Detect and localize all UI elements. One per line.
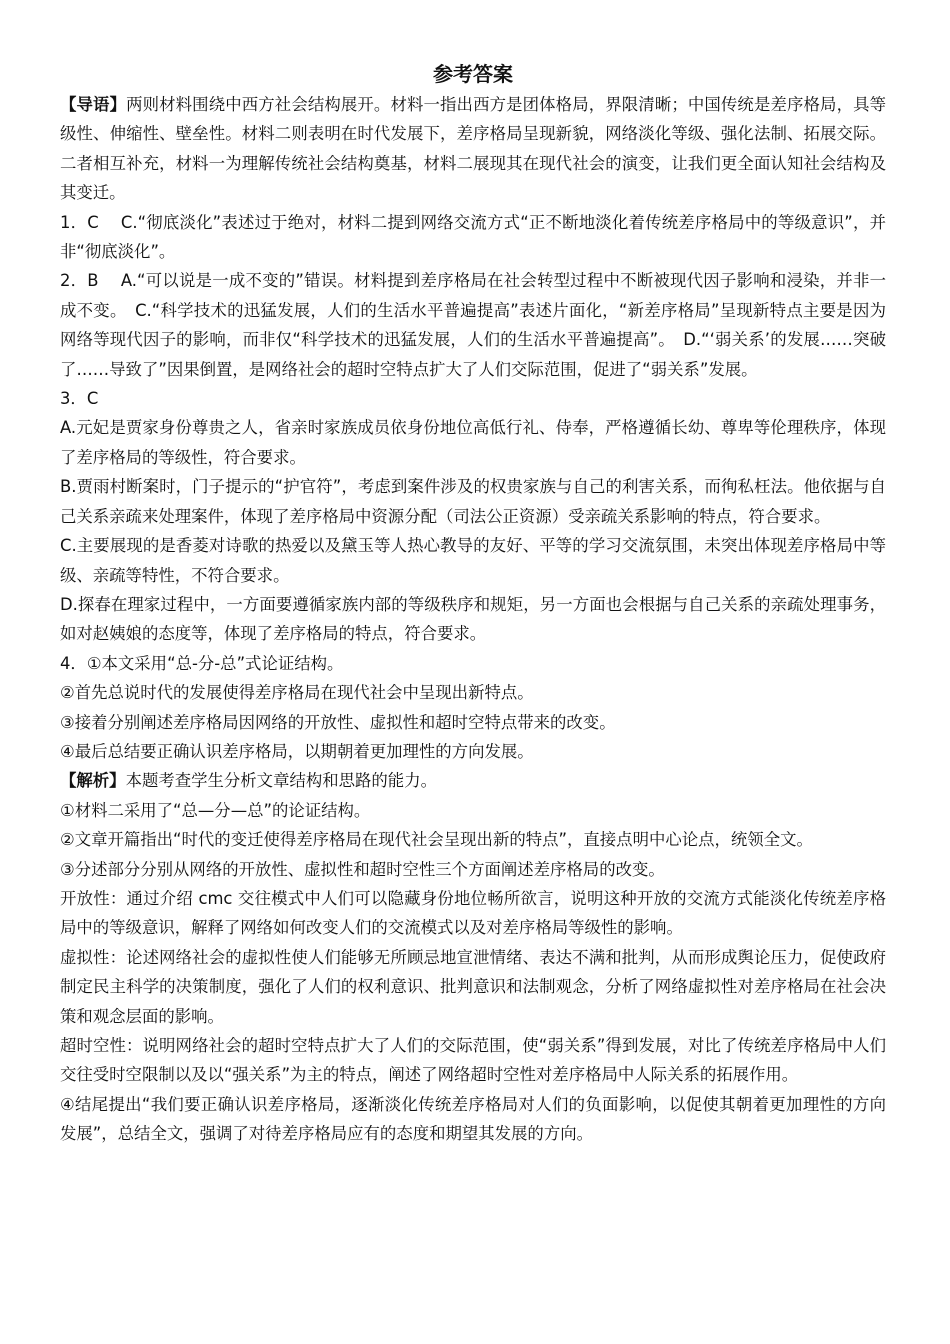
paragraph-text: 两则材料围绕中西方社会结构展开。材料一指出西方是团体格局，界限清晰；中国传统是差序格局，具等级性、伸缩性、壁垒性。材料二则表明在时代发展下，差序格局呈现新貌，网络淡化等级、强化法制、拓展交际。二者相互补充，材料一为理解传统社会结构奠基，材料二展现其在现代社会的演变，让我们更全面认知社会结构及其变迁。 <box>60 95 887 203</box>
answer-paragraph <box>60 649 886 678</box>
paragraph-text: 开放性：通过介绍 cmc 交往模式中人们可以隐藏身份地位畅所欲言，说明这种开放的交流方式能淡化传统差序格局中的等级意识，解释了网络如何改变人们的交流模式以及对差序格局等级性的影响。 <box>60 888 886 938</box>
answer-paragraph <box>60 208 886 267</box>
paragraph-text: 4．①本文采用“总-分-总”式论证结构。 <box>60 653 344 673</box>
paragraph-text: ①材料二采用了“总—分—总”的论证结构。 <box>60 800 371 820</box>
paragraph-text: 3．C <box>60 389 99 409</box>
paragraph-text: ③分述部分分别从网络的开放性、虚拟性和超时空性三个方面阐述差序格局的改变。 <box>60 859 665 879</box>
paragraph-text: ②文章开篇指出“时代的变迁使得差序格局在现代社会呈现出新的特点”，直接点明中心论点，统领全文。 <box>60 830 813 850</box>
paragraph-text: 2．B A.“可以说是一成不变的”错误。材料提到差序格局在社会转型过程中不断被现代因子影响和浸染，并非一成不变。 C.“科学技术的迅猛发展，人们的生活水平普遍提高”表述片面化，“新差序格局”呈现新特点主要是因为网络等现代因子的影响，而非仅“科学技术的迅猛发展，人们的生活水平普遍提高”。 D.“‘弱关系’的发展……突破了……导致了”因果倒置，是网络社会的超时空特点扩大了人们交际范围，促进了“弱关系”发展。 <box>60 271 886 379</box>
answer-paragraph <box>60 472 886 531</box>
paragraph-text: D.探春在理家过程中，一方面要遵循家族内部的等级秩序和规矩，另一方面也会根据与自己关系的亲疏处理事务，如对赵姨娘的态度等，体现了差序格局的特点，符合要求。 <box>60 594 886 644</box>
paragraph-text: B.贾雨村断案时，门子提示的“护官符”，考虑到案件涉及的权贵家族与自己的利害关系，而徇私枉法。他依据与自己关系亲疏来处理案件，体现了差序格局中资源分配（司法公正资源）受亲疏关系影响的特点，符合要求。 <box>60 477 886 526</box>
answer-content <box>60 90 886 1149</box>
answer-paragraph <box>60 855 886 884</box>
paragraph-text: 1．C C.“彻底淡化”表述过于绝对，材料二提到网络交流方式“正不断地淡化着传统差序格局中的等级意识”，并非“彻底淡化”。 <box>60 212 886 262</box>
answer-paragraph <box>60 531 886 590</box>
paragraph-text: ③接着分别阐述差序格局因网络的开放性、虚拟性和超时空特点带来的改变。 <box>60 712 616 732</box>
answer-paragraph <box>60 708 886 737</box>
answer-paragraph <box>60 590 886 649</box>
paragraph-text: ④结尾提出“我们要正确认识差序格局，逐渐淡化传统差序格局对人们的负面影响，以促使其朝着更加理性的方向发展”，总结全文，强调了对待差序格局应有的态度和期望其发展的方向。 <box>60 1094 886 1144</box>
answer-page <box>60 58 886 1149</box>
answer-paragraph <box>60 766 886 795</box>
answer-paragraph <box>60 796 886 825</box>
answer-paragraph <box>60 825 886 854</box>
answer-paragraph <box>60 90 886 208</box>
answer-paragraph <box>60 266 886 384</box>
section-label: 【导语】 <box>60 95 127 114</box>
answer-paragraph <box>60 943 886 1031</box>
section-label: 【解析】 <box>60 771 126 791</box>
answer-paragraph <box>60 678 886 707</box>
answer-paragraph <box>60 1090 886 1149</box>
paragraph-text: C.主要展现的是香菱对诗歌的热爱以及黛玉等人热心教导的友好、平等的学习交流氛围，未突出体现差序格局中等级、亲疏等特性，不符合要求。 <box>60 536 886 585</box>
paragraph-text: 本题考查学生分析文章结构和思路的能力。 <box>125 771 437 791</box>
answer-paragraph <box>60 384 886 413</box>
answer-paragraph <box>60 737 886 766</box>
paragraph-text: ②首先总说时代的发展使得差序格局在现代社会中呈现出新特点。 <box>60 683 534 703</box>
paragraph-text: A.元妃是贾家身份尊贵之人，省亲时家族成员依身份地位高低行礼、侍奉，严格遵循长幼、尊卑等伦理秩序，体现了差序格局的等级性，符合要求。 <box>60 418 886 467</box>
paragraph-text: 超时空性：说明网络社会的超时空特点扩大了人们的交际范围，使“弱关系”得到发展，对比了传统差序格局中人们交往受时空限制以及以“强关系”为主的特点，阐述了网络超时空性对差序格局中人际关系的拓展作用。 <box>60 1036 886 1085</box>
answer-paragraph <box>60 884 886 943</box>
answer-paragraph <box>60 1031 886 1090</box>
paragraph-text: ④最后总结要正确认识差序格局，以期朝着更加理性的方向发展。 <box>60 741 534 761</box>
paragraph-text: 虚拟性：论述网络社会的虚拟性使人们能够无所顾忌地宣泄情绪、表达不满和批判，从而形成舆论压力，促使政府制定民主科学的决策制度，强化了人们的权利意识、批判意识和法制观念，分析了网络虚拟性对差序格局在社会决策和观念层面的影响。 <box>60 947 886 1026</box>
answer-paragraph <box>60 413 886 472</box>
page-title: 参考答案 <box>433 62 513 86</box>
